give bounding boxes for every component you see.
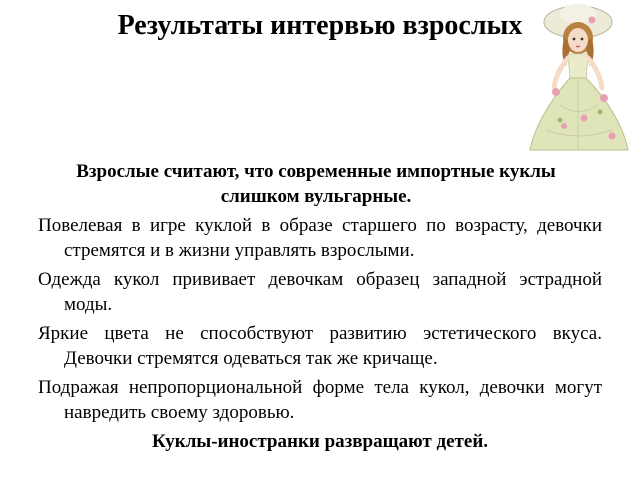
point-4: Подражая непропорциональной форме тела кукол, девочки могут навредить своему здоровью. (38, 377, 602, 423)
slide-title: Результаты интервью взрослых (117, 10, 523, 41)
point-2: Одежда кукол прививает девочкам образец западной эстрадной моды. (38, 269, 602, 315)
conclusion-text: Куклы-иностранки развращают детей. (151, 431, 489, 452)
slide-body (38, 159, 602, 454)
point-1: Повелевая в игре куклой в образе старшего по возрасту, девочки стремятся и в жизни управлять взрослыми. (38, 215, 602, 261)
point-3: Яркие цвета не способствуют развитию эстетического вкуса. Девочки стремятся одеваться так же кричаще. (38, 323, 602, 369)
heading-text: Взрослые считают, что современные импортные куклы слишком вульгарные. (76, 161, 556, 207)
porcelain-doll-picture (520, 0, 640, 155)
